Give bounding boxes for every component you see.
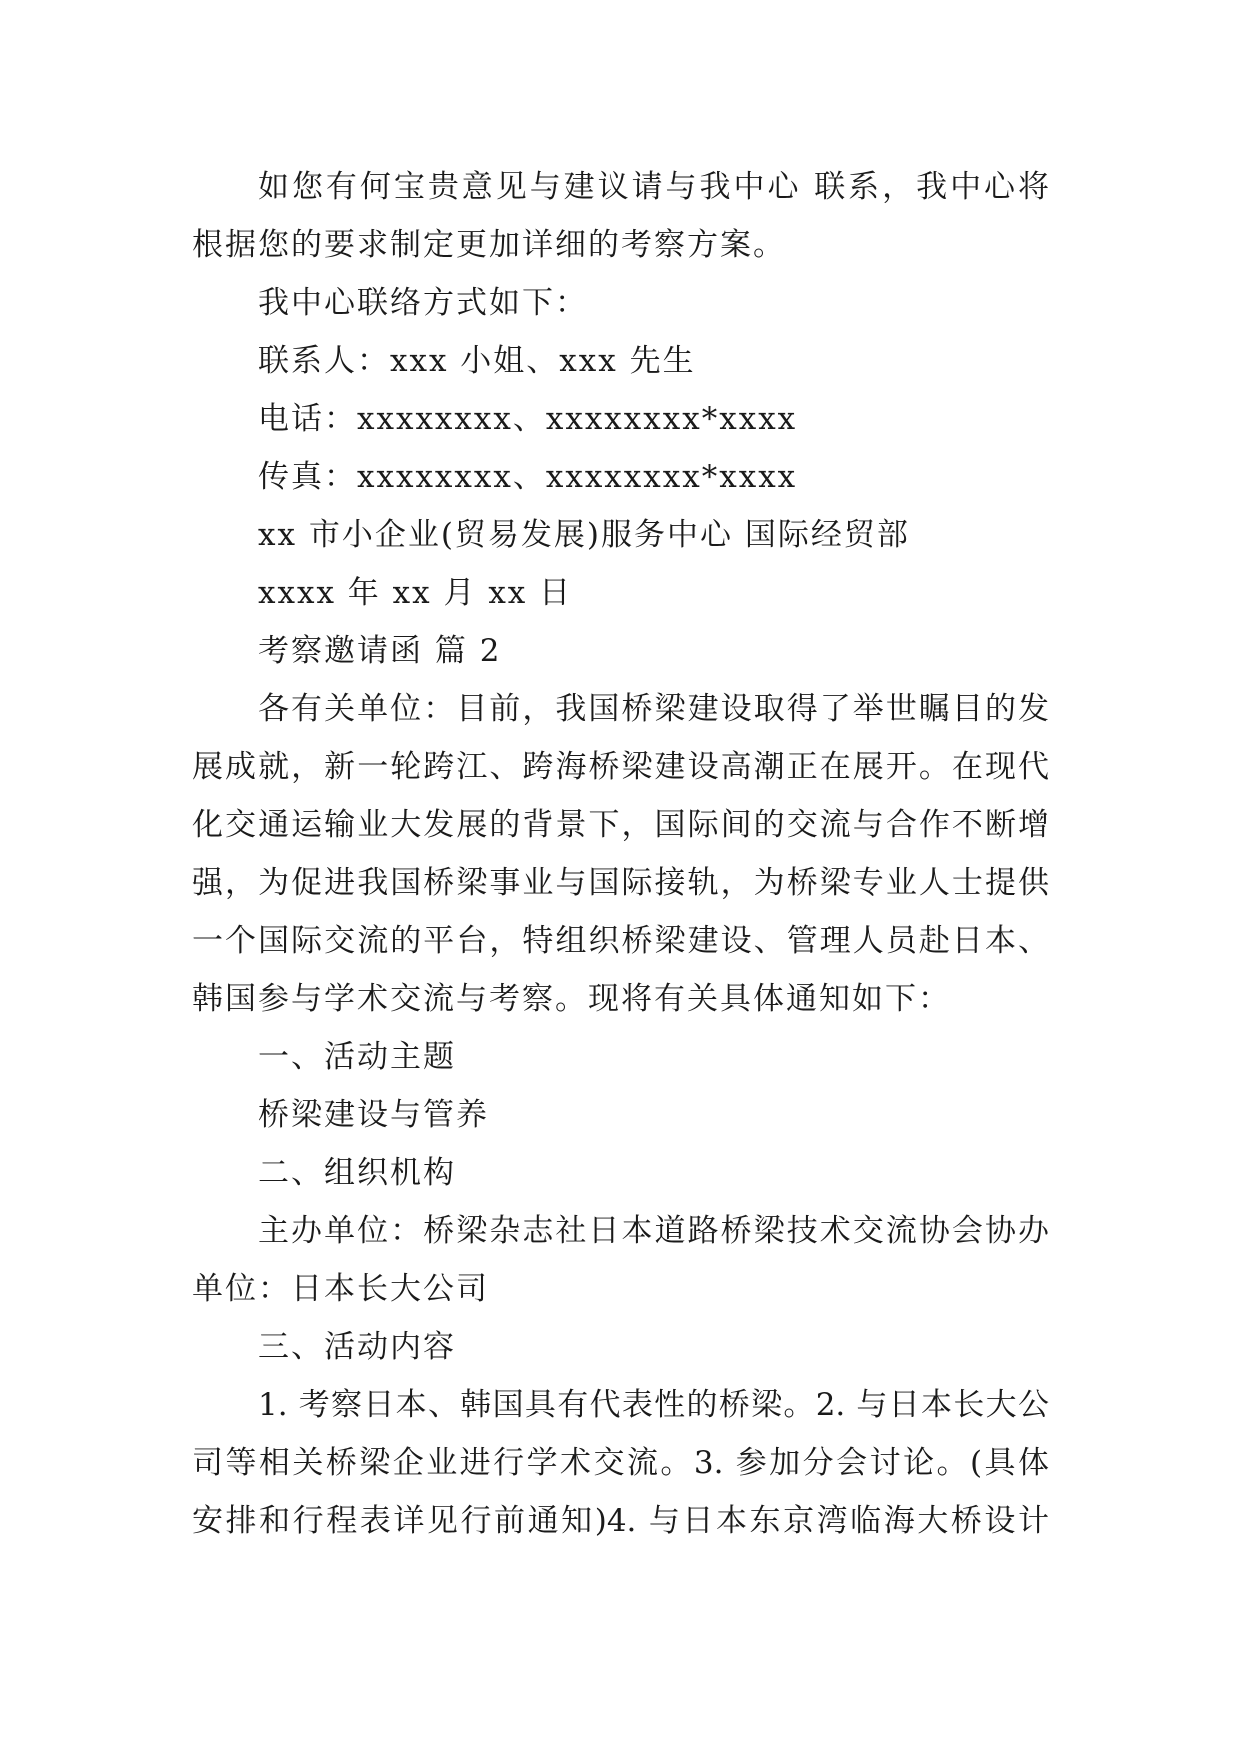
heading-activity-content: 三、活动内容 — [258, 1329, 456, 1365]
section-title: 考察邀请函 篇 2 — [258, 633, 502, 669]
paragraph-line: 根据您的要求制定更加详细的考察方案。 — [192, 227, 786, 263]
paragraph-line: 各有关单位：目前，我国桥梁建设取得了举世瞩目的发 — [258, 691, 1049, 727]
fax-line: 传真：xxxxxxxx、xxxxxxxx*xxxx — [258, 459, 798, 495]
paragraph-line: 强，为促进我国桥梁事业与国际接轨，为桥梁专业人士提供 — [192, 865, 1049, 901]
paragraph-line: 单位：日本长大公司 — [192, 1271, 489, 1307]
paragraph-line: 韩国参与学术交流与考察。现将有关具体通知如下： — [192, 981, 951, 1017]
paragraph-line: 安排和行程表详见行前通知)4. 与日本东京湾临海大桥设计 — [192, 1503, 1049, 1539]
paragraph-line: 桥梁建设与管养 — [258, 1097, 489, 1133]
organization-line: xx 市小企业(贸易发展)服务中心 国际经贸部 — [258, 517, 910, 553]
phone-line: 电话：xxxxxxxx、xxxxxxxx*xxxx — [258, 401, 798, 437]
paragraph-line: 司等相关桥梁企业进行学术交流。3. 参加分会讨论。(具体 — [192, 1445, 1049, 1481]
date-line: xxxx 年 xx 月 xx 日 — [258, 575, 573, 611]
paragraph-line: 化交通运输业大发展的背景下，国际间的交流与合作不断增 — [192, 807, 1049, 843]
paragraph-line: 我中心联络方式如下： — [258, 285, 588, 321]
contact-person-line: 联系人：xxx 小姐、xxx 先生 — [258, 343, 696, 379]
paragraph-line: 展成就，新一轮跨江、跨海桥梁建设高潮正在展开。在现代 — [192, 749, 1049, 785]
heading-activity-theme: 一、活动主题 — [258, 1039, 456, 1075]
paragraph-line: 主办单位：桥梁杂志社日本道路桥梁技术交流协会协办 — [258, 1213, 1049, 1249]
paragraph-line: 1. 考察日本、韩国具有代表性的桥梁。2. 与日本长大公 — [258, 1387, 1049, 1423]
heading-organization: 二、组织机构 — [258, 1155, 456, 1191]
paragraph-line: 一个国际交流的平台，特组织桥梁建设、管理人员赴日本、 — [192, 923, 1049, 959]
paragraph-line: 如您有何宝贵意见与建议请与我中心 联系，我中心将 — [258, 169, 1049, 205]
